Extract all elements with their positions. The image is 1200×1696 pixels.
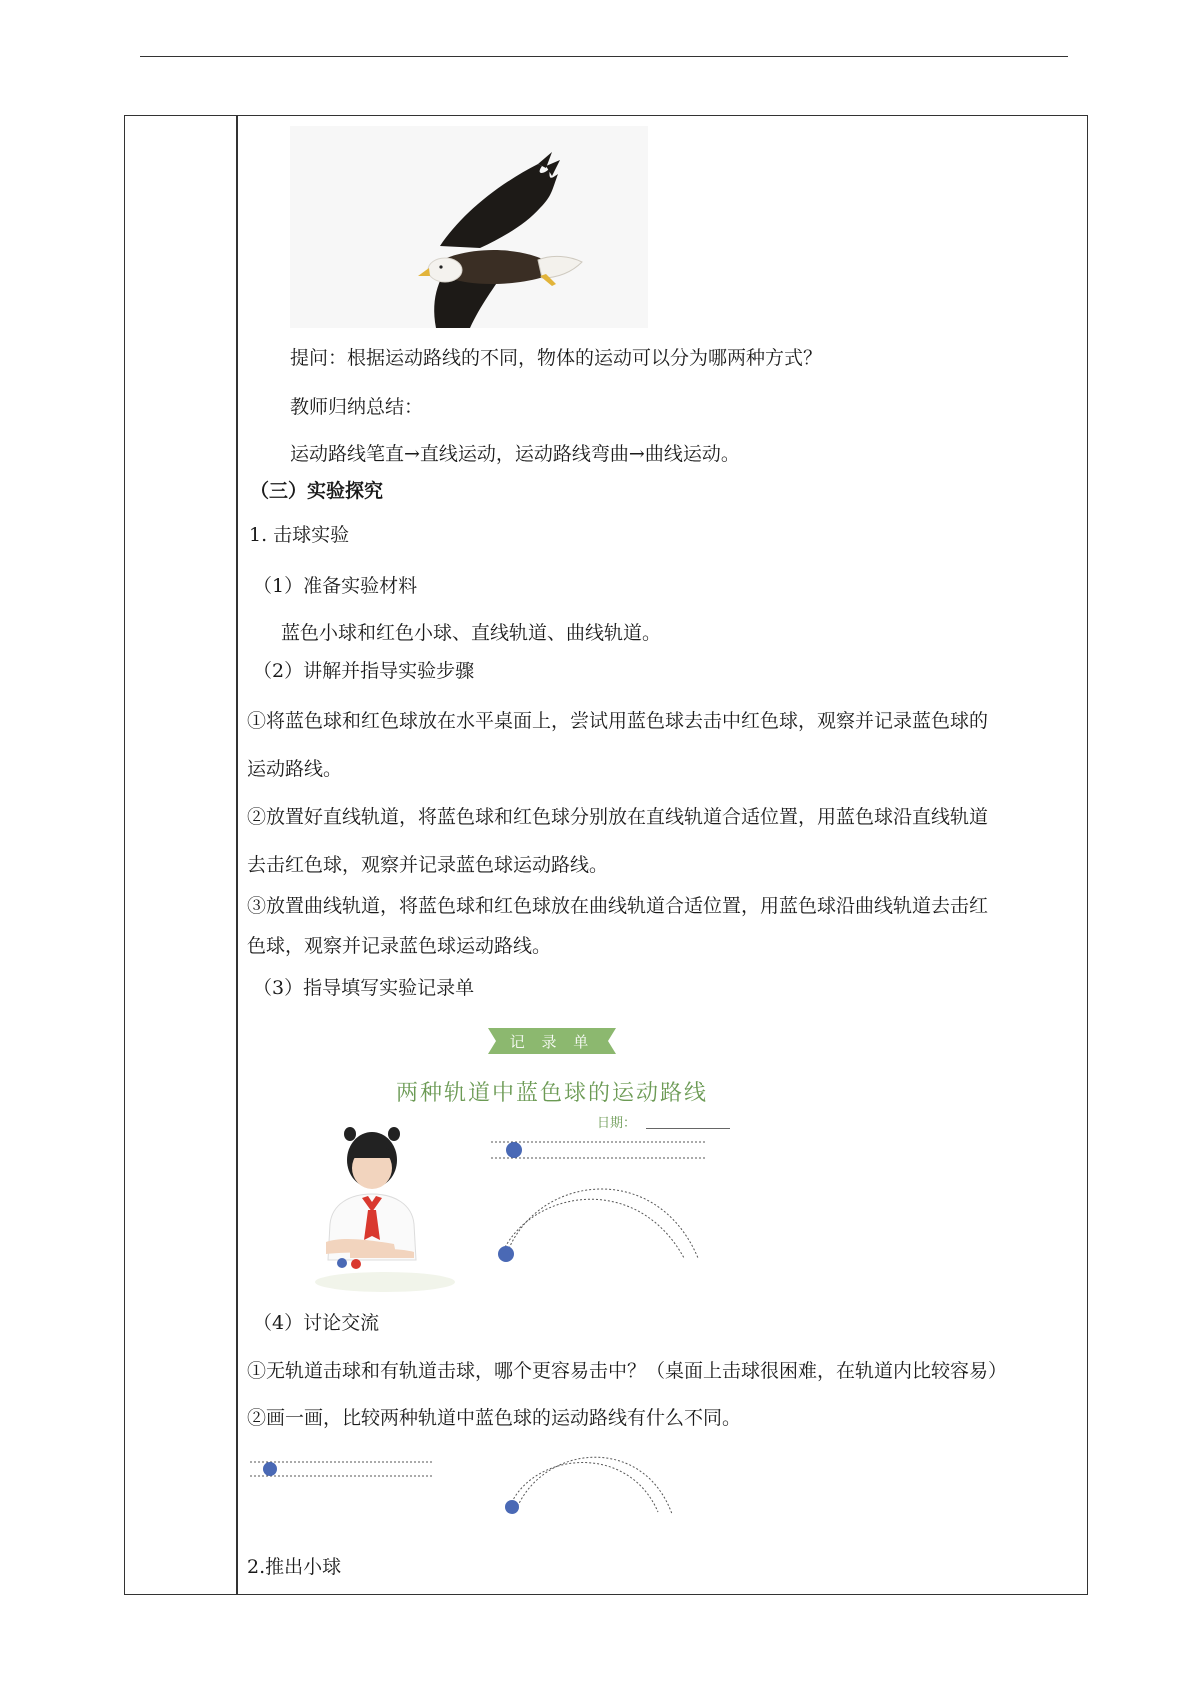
drawing-comparison-tracks <box>248 1452 688 1520</box>
record-sheet-date <box>597 1112 730 1131</box>
question-line: 提问：根据运动路线的不同，物体的运动可以分为哪两种方式？ <box>290 347 823 369</box>
header-rule <box>140 56 1068 57</box>
step-2-item-2: ②放置好直线轨道，将蓝色球和红色球分别放在直线轨道合适位置，用蓝色球沿直线轨道 <box>247 806 989 828</box>
summary-content: 运动路线笔直→直线运动，运动路线弯曲→曲线运动。 <box>290 443 740 465</box>
step-2-item-2-cont: 去击红色球，观察并记录蓝色球运动路线。 <box>247 854 609 876</box>
step-4-heading: （4）讨论交流 <box>253 1312 380 1334</box>
curved-track-inner <box>500 1199 684 1258</box>
experiment-2-title: 2.推出小球 <box>247 1556 342 1578</box>
experiment-1-title: 1. 击球实验 <box>249 524 350 546</box>
materials-text: 蓝色小球和红色小球、直线轨道、曲线轨道。 <box>281 622 662 644</box>
step-2-item-1: ①将蓝色球和红色球放在水平桌面上，尝试用蓝色球去击中红色球，观察并记录蓝色球的 <box>247 710 989 732</box>
blue-ball-curve <box>498 1246 514 1262</box>
column-divider <box>236 115 238 1595</box>
student-illustration <box>310 1112 460 1292</box>
blue-ball-straight <box>506 1142 522 1158</box>
record-sheet-title: 两种轨道中蓝色球的运动路线 <box>396 1081 709 1106</box>
drawing-ball-curve <box>505 1500 519 1514</box>
eagle-photo <box>290 126 648 328</box>
step-1-heading: （1）准备实验材料 <box>253 575 418 597</box>
step-3-heading: （3）指导填写实验记录单 <box>253 977 475 999</box>
step-2-item-3: ③放置曲线轨道，将蓝色球和红色球放在曲线轨道合适位置，用蓝色球沿曲线轨道去击红 <box>247 895 989 917</box>
record-sheet-tracks <box>486 1130 716 1270</box>
step-2-item-1-cont: 运动路线。 <box>247 758 343 780</box>
drawing-ball-straight <box>263 1462 277 1476</box>
drawing-curve-inner <box>510 1462 658 1512</box>
drawing-curve-outer <box>516 1457 672 1514</box>
date-blank <box>646 1128 730 1129</box>
step-2-item-3-cont: 色球，观察并记录蓝色球运动路线。 <box>247 935 552 957</box>
curved-track-outer <box>506 1189 698 1258</box>
record-sheet-banner <box>488 1028 616 1054</box>
discussion-item-1: ①无轨道击球和有轨道击球，哪个更容易击中？（桌面上击球很困难，在轨道内比较容易） <box>247 1360 1008 1382</box>
section-heading: （三）实验探究 <box>250 480 384 502</box>
record-sheet-banner-text: 记 录 单 <box>509 1033 595 1051</box>
step-2-heading: （2）讲解并指导实验步骤 <box>253 660 475 682</box>
discussion-item-2: ②画一画，比较两种轨道中蓝色球的运动路线有什么不同。 <box>247 1407 742 1429</box>
teacher-summary-label: 教师归纳总结： <box>290 396 424 418</box>
record-sheet-date-label: 日期： <box>597 1116 637 1131</box>
